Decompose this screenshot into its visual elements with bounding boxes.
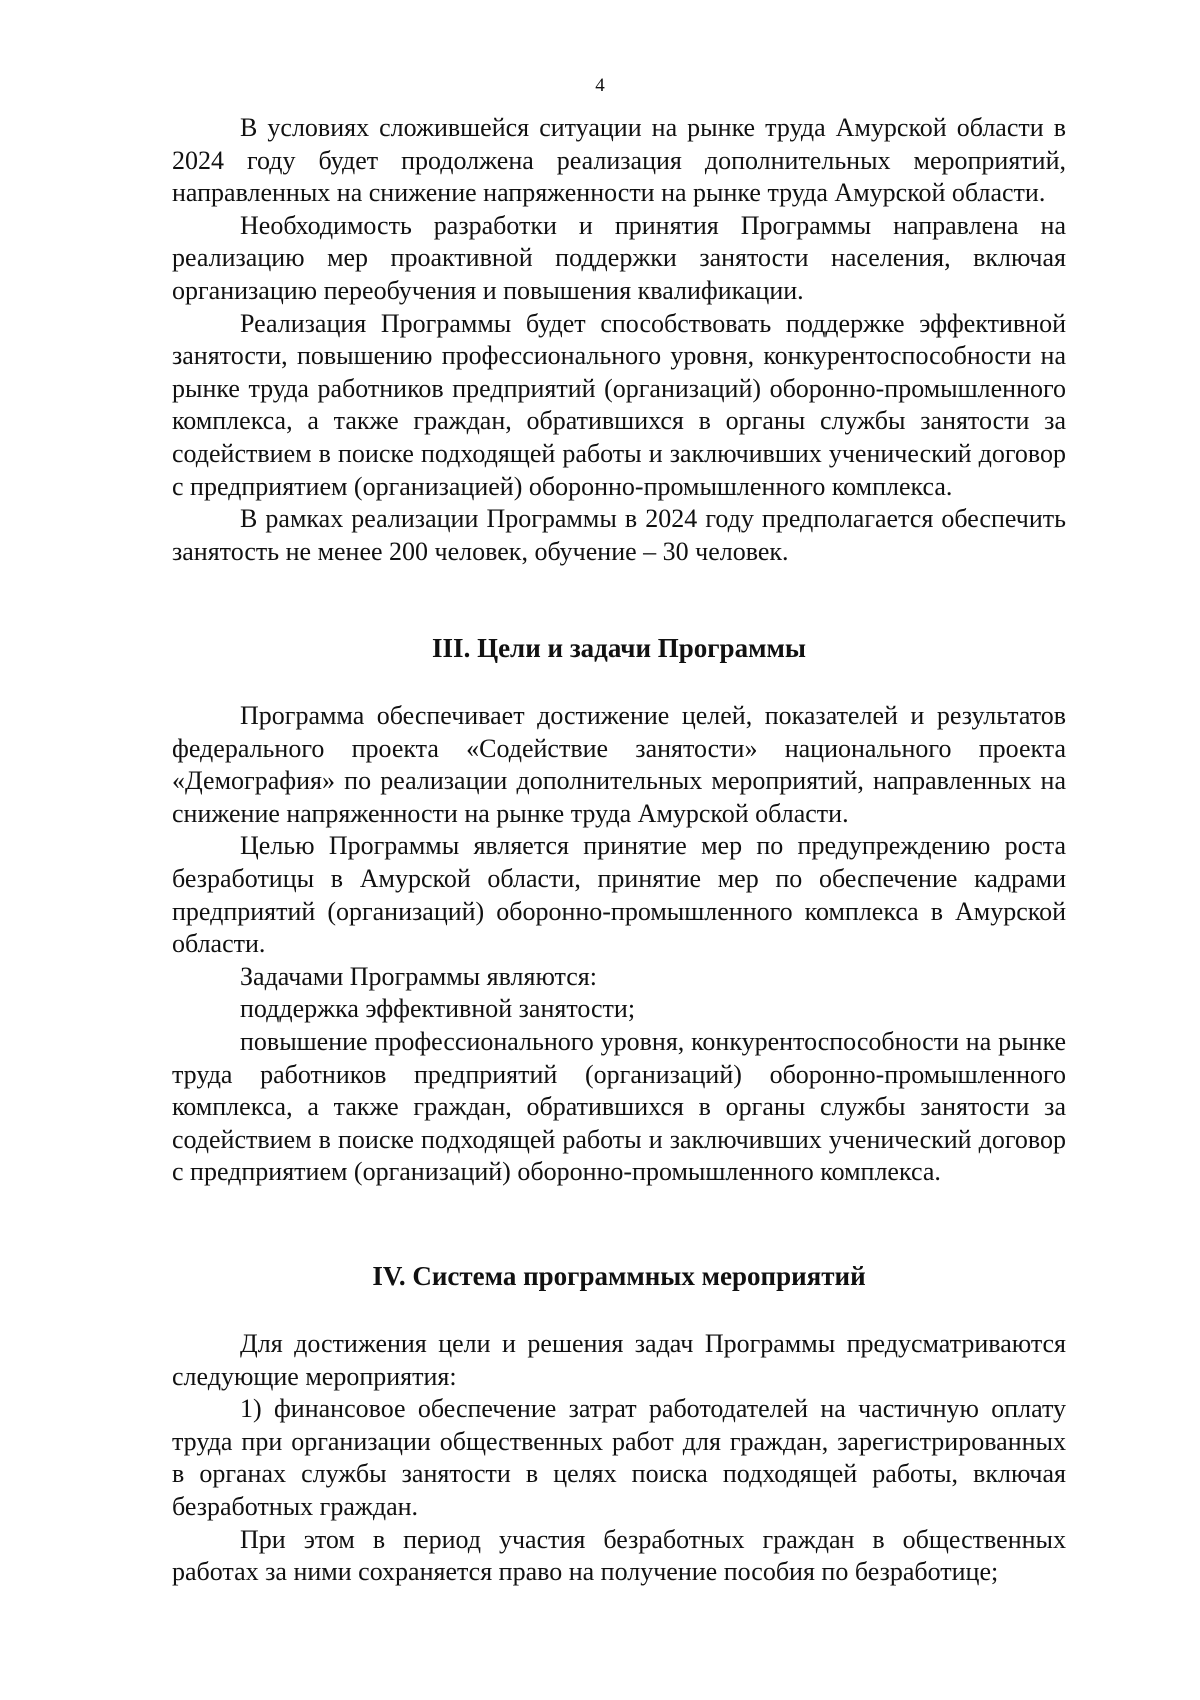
paragraph: В условиях сложившейся ситуации на рынке труда Амурской области в 2024 году будет продолжена реализация дополнительных мероприятий, направленных на снижение напряженности на рынке труда Амурской области. xyxy=(172,113,1066,208)
paragraph: 1) финансовое обеспечение затрат работодателей на частичную оплату труда при организации общественных работ для граждан, зарегистрированных в органах службы занятости в целях поиска подходящей работы, включая безработных граждан. xyxy=(172,1394,1066,1521)
page-number: 4 xyxy=(595,75,605,96)
section-3-body xyxy=(172,700,1066,1189)
paragraph: Программа обеспечивает достижение целей, показателей и результатов федерального проекта «Содействие занятости» национального проекта «Демография» по реализации дополнительных мероприятий, направленных на снижение напряженности на рынке труда Амурской области. xyxy=(172,701,1066,828)
section-4-body xyxy=(172,1328,1066,1589)
paragraph: Целью Программы является принятие мер по предупреждению роста безработицы в Амурской области, принятие мер по обеспечение кадрами предприятий (организаций) оборонно-промышленного комплекса в Амурской области. xyxy=(172,831,1066,959)
paragraph: При этом в период участия безработных граждан в общественных работах за ними сохраняется право на получение пособия по безработице; xyxy=(172,1524,1066,1587)
paragraph: Необходимость разработки и принятия Программы направлена на реализацию мер проактивной поддержки занятости населения, включая организацию переобучения и повышения квалификации. xyxy=(172,210,1066,305)
paragraph: Реализация Программы будет способствовать поддержке эффективной занятости, повышению профессионального уровня, конкурентоспособности на рынке труда работников предприятий (организаций) оборонно-промышленного комплекса, а также граждан, обратившихся в органы службы занятости за содействием в поиске подходящей работы и заключивших ученический договор с предприятием (организацией) оборонно-промышленного комплекса. xyxy=(172,308,1066,501)
section-3 xyxy=(172,632,1066,664)
intro-section xyxy=(172,112,1066,568)
paragraph: В рамках реализации Программы в 2024 году предполагается обеспечить занятость не менее 200 человек, обучение – 30 человек. xyxy=(172,504,1066,566)
paragraph: Задачами Программы являются: xyxy=(240,961,597,991)
section-heading: IV. Система программных мероприятий xyxy=(372,1261,866,1291)
paragraph: Для достижения цели и решения задач Программы предусматриваются следующие мероприятия: xyxy=(172,1329,1066,1391)
paragraph: повышение профессионального уровня, конкурентоспособности на рынке труда работников предприятий (организаций) оборонно-промышленного комплекса, а также граждан, обратившихся в органы службы занятости за содействием в поиске подходящей работы и заключивших ученический договор с предприятием (организаций) оборонно-промышленного комплекса. xyxy=(172,1026,1066,1187)
section-heading: III. Цели и задачи Программы xyxy=(432,633,806,663)
section-4 xyxy=(172,1260,1066,1292)
paragraph: поддержка эффективной занятости; xyxy=(240,994,636,1024)
